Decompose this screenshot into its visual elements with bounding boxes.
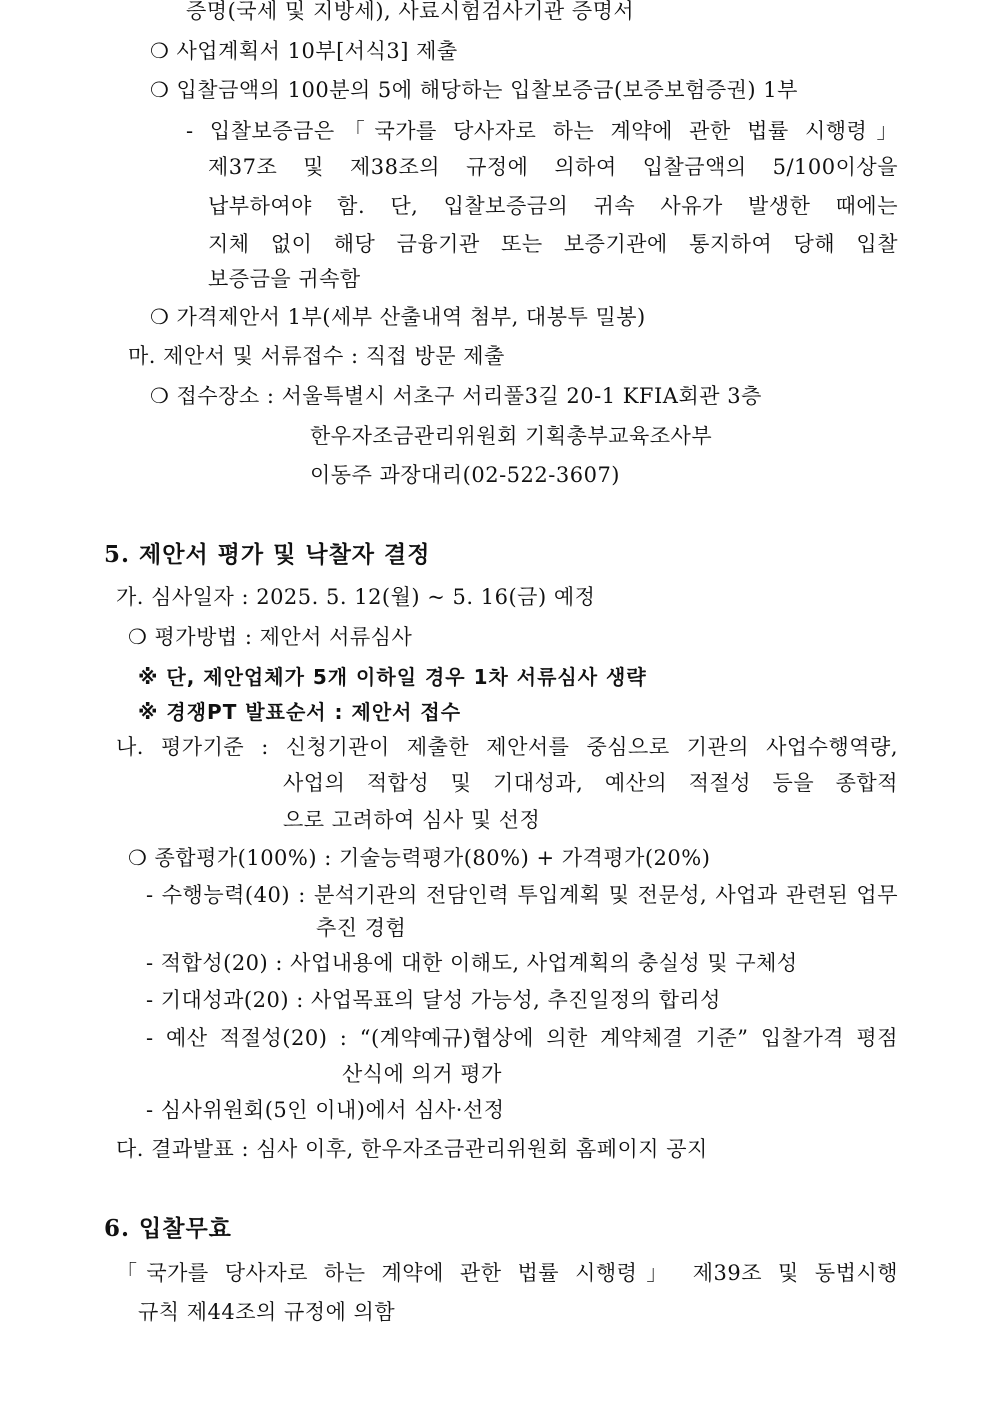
price-proposal-item: ❍ 가격제안서 1부(세부 산출내역 첨부, 대봉투 밀봉) [150,305,646,329]
business-plan-item: ❍ 사업계획서 10부[서식3] 제출 [150,39,458,63]
proof-documents-line: 증명(국세 및 지방세), 사료시험검사기관 증명서 [186,0,635,23]
review-committee-line: - 심사위원회(5인 이내)에서 심사·선정 [146,1098,505,1122]
bid-bond-detail-line-3: 납부하여야 함. 단, 입찰보증금의 귀속 사유가 발생한 때에는 [208,194,898,218]
evaluation-criteria-line-3: 으로 고려하여 심사 및 선정 [283,808,541,832]
bid-bond-detail-line-1: - 입찰보증금은「국가를 당사자로 하는 계약에 관한 법률 시행령」 [186,119,898,143]
bid-bond-detail-line-5: 보증금을 귀속함 [208,267,361,291]
review-date-line: 가. 심사일자 : 2025. 5. 12(월) ~ 5. 16(금) 예정 [116,585,596,609]
evaluation-method-item: ❍ 평가방법 : 제안서 서류심사 [128,625,413,649]
criterion-budget: - 예산 적절성(20) : “(계약예규)협상에 의한 계약체결 기준” 입찰가격 평점 [146,1026,898,1050]
bid-bond-detail-line-2: 제37조 및 제38조의 규정에 의하여 입찰금액의 5/100이상을 [208,155,898,179]
submission-place-item: ❍ 접수장소 : 서울특별시 서초구 서리풀3길 20-1 KFIA회관 3층 [150,384,762,408]
evaluation-criteria-line-1: 나. 평가기준 : 신청기관이 제출한 제안서를 중심으로 기관의 사업수행역량, [116,735,898,759]
result-announcement-line: 다. 결과발표 : 심사 이후, 한우자조금관리위원회 홈페이지 공지 [116,1137,708,1161]
overall-evaluation-item: ❍ 종합평가(100%) : 기술능력평가(80%) + 가격평가(20%) [128,846,711,870]
bid-bond-item: ❍ 입찰금액의 100분의 5에 해당하는 입찰보증금(보증보험증권) 1부 [150,78,798,102]
submission-line: 마. 제안서 및 서류접수 : 직접 방문 제출 [128,344,505,368]
note-pt-order: ※ 경쟁PT 발표순서 : 제안서 접수 [138,700,462,724]
bid-invalid-line-2: 규칙 제44조의 규정에 의함 [138,1300,396,1324]
submission-place-department: 한우자조금관리위원회 기획총부교육조사부 [310,424,713,448]
bid-invalid-line-1: 「국가를 당사자로 하는 계약에 관한 법률 시행령」 제39조 및 동법시행 [116,1261,898,1285]
criterion-capability-cont: 추진 경험 [316,916,407,940]
criterion-suitability: - 적합성(20) : 사업내용에 대한 이해도, 사업계획의 충실성 및 구체성 [146,951,798,975]
submission-place-contact: 이동주 과장대리(02-522-3607) [310,463,621,487]
criterion-capability: - 수행능력(40) : 분석기관의 전담인력 투입계획 및 전문성, 사업과 관련된 업무 [146,883,898,907]
bid-bond-detail-line-4: 지체 없이 해당 금융기관 또는 보증기관에 통지하여 당해 입찰 [208,232,898,256]
section-5-heading: 5. 제안서 평가 및 낙찰자 결정 [104,541,431,568]
criterion-expected-results: - 기대성과(20) : 사업목표의 달성 가능성, 추진일정의 합리성 [146,988,721,1012]
evaluation-criteria-line-2: 사업의 적합성 및 기대성과, 예산의 적절성 등을 종합적 [283,771,898,795]
criterion-budget-cont: 산식에 의거 평가 [342,1062,502,1086]
section-6-heading: 6. 입찰무효 [104,1215,232,1242]
note-document-review-skip: ※ 단, 제안업체가 5개 이하일 경우 1차 서류심사 생략 [138,665,647,689]
